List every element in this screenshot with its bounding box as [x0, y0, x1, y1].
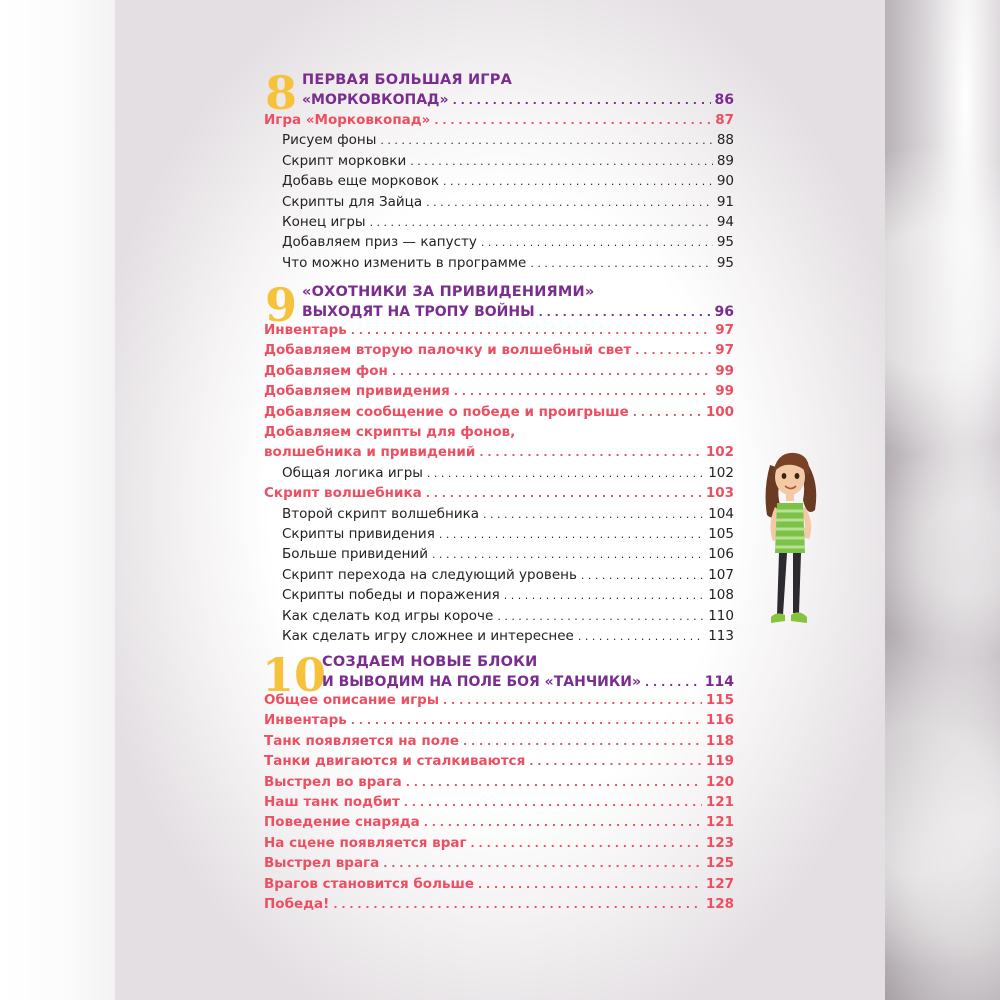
- page-number: 113: [708, 628, 734, 644]
- dot-leader: [426, 193, 713, 213]
- page-number: 104: [708, 505, 734, 522]
- dot-leader: [633, 403, 702, 423]
- dot-leader: [392, 362, 711, 382]
- dot-leader: [380, 131, 712, 151]
- entry-title: Общее описание игры: [264, 692, 440, 708]
- entry-title: Конец игры: [282, 214, 366, 230]
- entry-title: Скрипты привидения: [282, 526, 435, 542]
- entry-title: Скрипт волшебника: [264, 485, 422, 502]
- entry-title: Инвентарь: [264, 712, 347, 729]
- dot-leader: [463, 732, 702, 752]
- dot-leader: [529, 752, 702, 772]
- page-number: 116: [705, 712, 734, 729]
- page-number: 97: [715, 322, 734, 338]
- dot-leader: [471, 834, 702, 854]
- toc-subsection-row[interactable]: [282, 463, 734, 483]
- toc-section-row[interactable]: [264, 402, 734, 422]
- entry-title: Второй скрипт волшебника: [282, 505, 480, 522]
- dot-leader: [453, 91, 711, 111]
- toc-subsection-row[interactable]: [282, 585, 734, 605]
- chapter-number: 8: [265, 66, 298, 120]
- toc-section-row[interactable]: [264, 792, 734, 812]
- page-number: 128: [705, 896, 734, 912]
- toc-section-row[interactable]: [264, 320, 734, 340]
- entry-title: Инвентарь: [264, 322, 347, 338]
- toc-subsection-row[interactable]: [282, 212, 734, 232]
- toc-subsection-row[interactable]: [282, 565, 734, 585]
- dot-leader: [504, 586, 704, 606]
- page-number: 86: [714, 92, 734, 108]
- page-number: 120: [705, 773, 734, 790]
- toc-subsection-row[interactable]: [282, 253, 734, 273]
- page-number: 89: [716, 152, 734, 169]
- toc-subsection-row[interactable]: [282, 151, 734, 171]
- dot-leader: [479, 443, 702, 463]
- toc-section-row[interactable]: [264, 874, 734, 894]
- entry-title: Больше привидений: [282, 546, 428, 563]
- chapter-title-row[interactable]: [322, 672, 734, 692]
- chapter-title-line2: «МОРКОВКОПАД»: [302, 92, 449, 108]
- page-number: 118: [705, 732, 734, 749]
- entry-title: Добавляем вторую палочку и волшебный свет: [264, 342, 632, 359]
- chapter-title-line2: И ВЫВОДИМ НА ПОЛЕ БОЯ «ТАНЧИКИ»: [322, 674, 642, 690]
- chapter-number: 10: [262, 648, 327, 702]
- right-crystal-background: [885, 0, 1000, 1000]
- page-number: 127: [705, 875, 734, 892]
- page-number: 88: [716, 132, 734, 149]
- entry-title: Как сделать код игры короче: [282, 607, 494, 624]
- section-title: Добавляем скрипты для фонов,: [264, 424, 516, 440]
- toc-section-row[interactable]: [264, 110, 734, 130]
- page-number: 105: [708, 526, 734, 542]
- page-number: 87: [715, 112, 734, 128]
- entry-title: На сцене появляется враг: [264, 834, 467, 851]
- entry-title: Поведение снаряда: [264, 814, 420, 831]
- entry-title: Врагов становится больше: [264, 875, 474, 892]
- toc-section-row[interactable]: [264, 853, 734, 873]
- toc-subsection-row[interactable]: [282, 171, 734, 191]
- page-number: 121: [705, 814, 734, 831]
- page-number: 97: [715, 342, 734, 359]
- toc-section-row[interactable]: [264, 690, 734, 710]
- toc-section-line: [264, 422, 734, 442]
- page-number: 99: [715, 383, 734, 400]
- entry-title: Победа!: [264, 896, 330, 912]
- page-number: 121: [705, 794, 734, 810]
- dot-leader: [483, 505, 704, 525]
- dot-leader: [427, 464, 704, 484]
- page-number: 107: [708, 566, 734, 583]
- toc-section-row[interactable]: [264, 731, 734, 751]
- dot-leader: [581, 566, 704, 586]
- chapter-title-row[interactable]: [302, 302, 734, 322]
- dot-leader: [635, 341, 711, 361]
- toc-subsection-row[interactable]: [282, 524, 734, 544]
- toc-section-row[interactable]: [264, 361, 734, 381]
- entry-title: Выстрел во врага: [264, 773, 402, 790]
- page-number: 119: [705, 753, 734, 770]
- entry-title: волшебника и привидений: [264, 444, 476, 461]
- toc-section-row[interactable]: [264, 340, 734, 360]
- entry-title: Выстрел врага: [264, 855, 380, 872]
- chapter-title: «ОХОТНИКИ ЗА ПРИВИДЕНИЯМИ»: [302, 284, 595, 300]
- page-number: 90: [716, 173, 734, 190]
- toc-subsection-row[interactable]: [282, 606, 734, 626]
- entry-title: Танк появляется на поле: [264, 732, 460, 749]
- toc-section-row[interactable]: [264, 894, 734, 914]
- dot-leader: [454, 382, 711, 402]
- chapter-number: 9: [265, 278, 298, 332]
- entry-title: Добавляем сообщение о победе и проигрыше: [264, 403, 629, 420]
- dot-leader: [351, 711, 702, 731]
- entry-title: Наш танк подбит: [264, 794, 400, 810]
- page-number: 102: [708, 464, 734, 481]
- dot-leader: [478, 875, 702, 895]
- page-number: 106: [708, 546, 734, 563]
- toc-section-row[interactable]: [264, 812, 734, 832]
- toc-section-row[interactable]: [264, 772, 734, 792]
- dot-leader: [383, 854, 702, 874]
- dot-leader: [370, 213, 713, 233]
- toc-section-row[interactable]: [264, 442, 734, 462]
- dot-leader: [351, 321, 711, 341]
- dot-leader: [406, 773, 702, 793]
- page-number: 103: [705, 485, 734, 502]
- entry-title: Танки двигаются и сталкиваются: [264, 753, 526, 770]
- dot-leader: [481, 233, 713, 253]
- entry-title: Рисуем фоны: [282, 132, 377, 149]
- page-number: 94: [716, 214, 734, 230]
- chapter-title: ПЕРВАЯ БОЛЬШАЯ ИГРА: [302, 72, 513, 88]
- dot-leader: [410, 152, 713, 172]
- page-number: 99: [715, 362, 734, 379]
- page-number: 110: [708, 607, 734, 624]
- dot-leader: [443, 172, 713, 192]
- dot-leader: [497, 607, 704, 627]
- dot-leader: [434, 111, 711, 131]
- page-number: 96: [714, 304, 734, 320]
- left-margin-background: [0, 0, 115, 1000]
- dot-leader: [404, 793, 702, 813]
- entry-title: Скрипты победы и поражения: [282, 587, 500, 604]
- toc-section-row[interactable]: [264, 710, 734, 730]
- page-number: 91: [716, 193, 734, 210]
- entry-title: Как сделать игру сложнее и интереснее: [282, 628, 574, 644]
- chapter-title-line2: ВЫХОДЯТ НА ТРОПУ ВОЙНЫ: [302, 304, 535, 320]
- page-number: 102: [705, 444, 734, 461]
- page-number: 108: [708, 587, 734, 604]
- entry-title: Скрипт перехода на следующий уровень: [282, 566, 577, 583]
- dot-leader: [424, 813, 702, 833]
- dot-leader: [530, 254, 712, 274]
- entry-title: Скрипты для Зайца: [282, 193, 423, 210]
- page-number: 100: [705, 403, 734, 420]
- dot-leader: [578, 627, 704, 647]
- toc-subsection-row[interactable]: [282, 232, 734, 252]
- toc-section-row[interactable]: [264, 483, 734, 503]
- dot-leader: [432, 545, 704, 565]
- page-number: 95: [716, 254, 734, 271]
- toc-subsection-row[interactable]: [282, 504, 734, 524]
- dot-leader: [426, 484, 702, 504]
- chapter-title: СОЗДАЕМ НОВЫЕ БЛОКИ: [322, 654, 538, 670]
- toc-subsection-row[interactable]: [282, 192, 734, 212]
- page-number: 115: [705, 692, 734, 708]
- entry-title: Добавляем привидения: [264, 383, 450, 400]
- page-number: 123: [705, 834, 734, 851]
- toc-section-row[interactable]: [264, 381, 734, 401]
- chapter-title-row[interactable]: [302, 90, 734, 110]
- entry-title: Скрипт морковки: [282, 152, 407, 169]
- entry-title: Общая логика игры: [282, 464, 423, 481]
- page-number: 114: [704, 674, 734, 690]
- page-number: 95: [716, 234, 734, 251]
- girl-illustration: [745, 445, 835, 645]
- toc-subsection-row[interactable]: [282, 130, 734, 150]
- toc-subsection-row[interactable]: [282, 626, 734, 646]
- toc-subsection-row[interactable]: [282, 544, 734, 564]
- dot-leader: [443, 691, 702, 711]
- entry-title: Добавь еще морковок: [282, 173, 440, 190]
- entry-title: Добавляем фон: [264, 362, 388, 379]
- toc-section-row[interactable]: [264, 833, 734, 853]
- page-number: 125: [705, 855, 734, 872]
- entry-title: Игра «Морковкопад»: [264, 112, 431, 128]
- toc-section-row[interactable]: [264, 751, 734, 771]
- entry-title: Добавляем приз — капусту: [282, 234, 477, 251]
- entry-title: Что можно изменить в программе: [282, 254, 527, 271]
- dot-leader: [333, 895, 701, 915]
- dot-leader: [439, 525, 704, 545]
